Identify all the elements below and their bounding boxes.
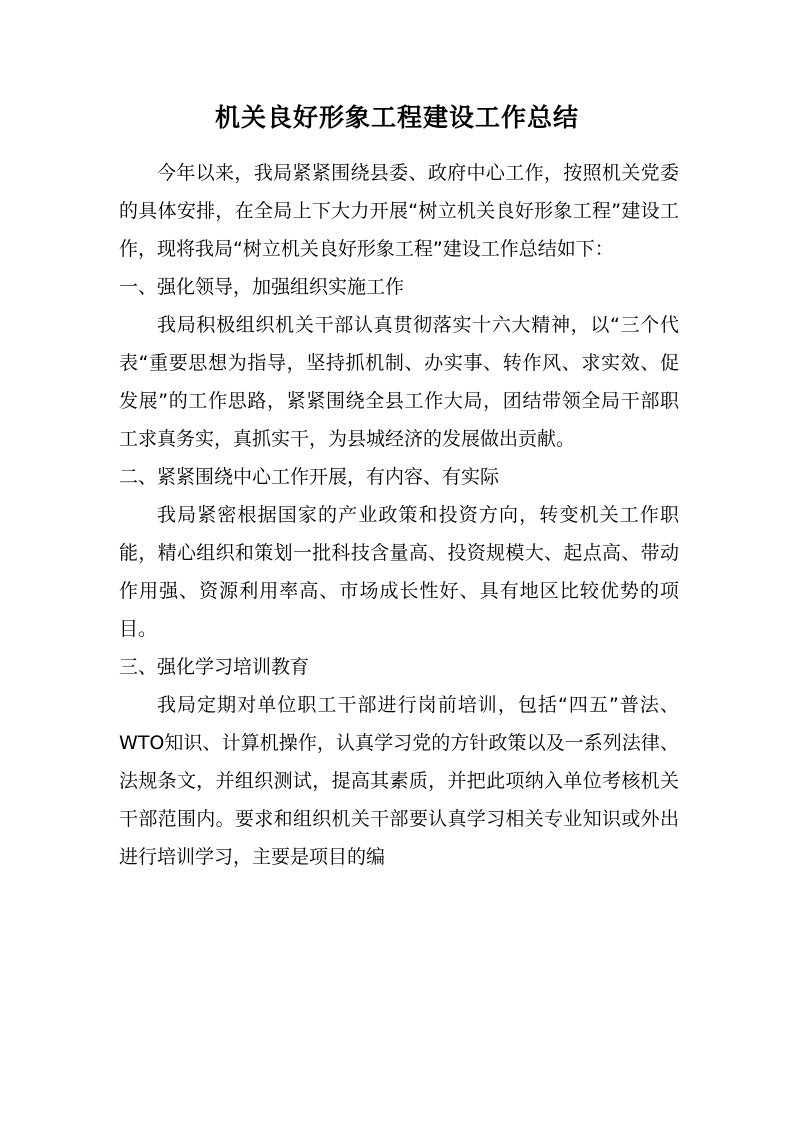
document-title: 机关良好形象工程建设工作总结 (214, 103, 579, 132)
intro-paragraph: 今年以来，我局紧紧围绕县委、政府中心工作，按照机关党委的具体安排，在全局上下大力开展“树立机关良好形象工程”建设工作，现将我局“树立机关良好形象工程”建设工作总结如下： (119, 162, 679, 260)
section-heading-1: 一、强化领导，加强组织实施工作 (119, 276, 405, 298)
section-paragraph-3: 我局定期对单位职工干部进行岗前培训，包括“四五”普法、WTO知识、计算机操作，认真学习党的方针政策以及一系列法律、法规条文，并组织测试，提高其素质，并把此项纳入单位考核机关干部范围内。要求和组织机关干部要认真学习相关专业知识或外出进行培训学习，主要是项目的编 (119, 694, 679, 868)
section-heading-3: 三、强化学习培训教育 (119, 656, 310, 678)
section-heading-2: 二、紧紧围绕中心工作开展，有内容、有实际 (119, 466, 500, 488)
section-paragraph-2: 我局紧密根据国家的产业政策和投资方向，转变机关工作职能，精心组织和策划一批科技含量高、投资规模大、起点高、带动作用强、资源利用率高、市场成长性好、具有地区比较优势的项目。 (119, 504, 679, 640)
section-paragraph-1: 我局积极组织机关干部认真贯彻落实十六大精神，以“三个代表“重要思想为指导，坚持抓机制、办实事、转作风、求实效、促发展”的工作思路，紧紧围绕全县工作大局，团结带领全局干部职工求真务实，真抓实干，为县城经济的发展做出贡献。 (119, 314, 679, 450)
document-body (119, 154, 679, 876)
